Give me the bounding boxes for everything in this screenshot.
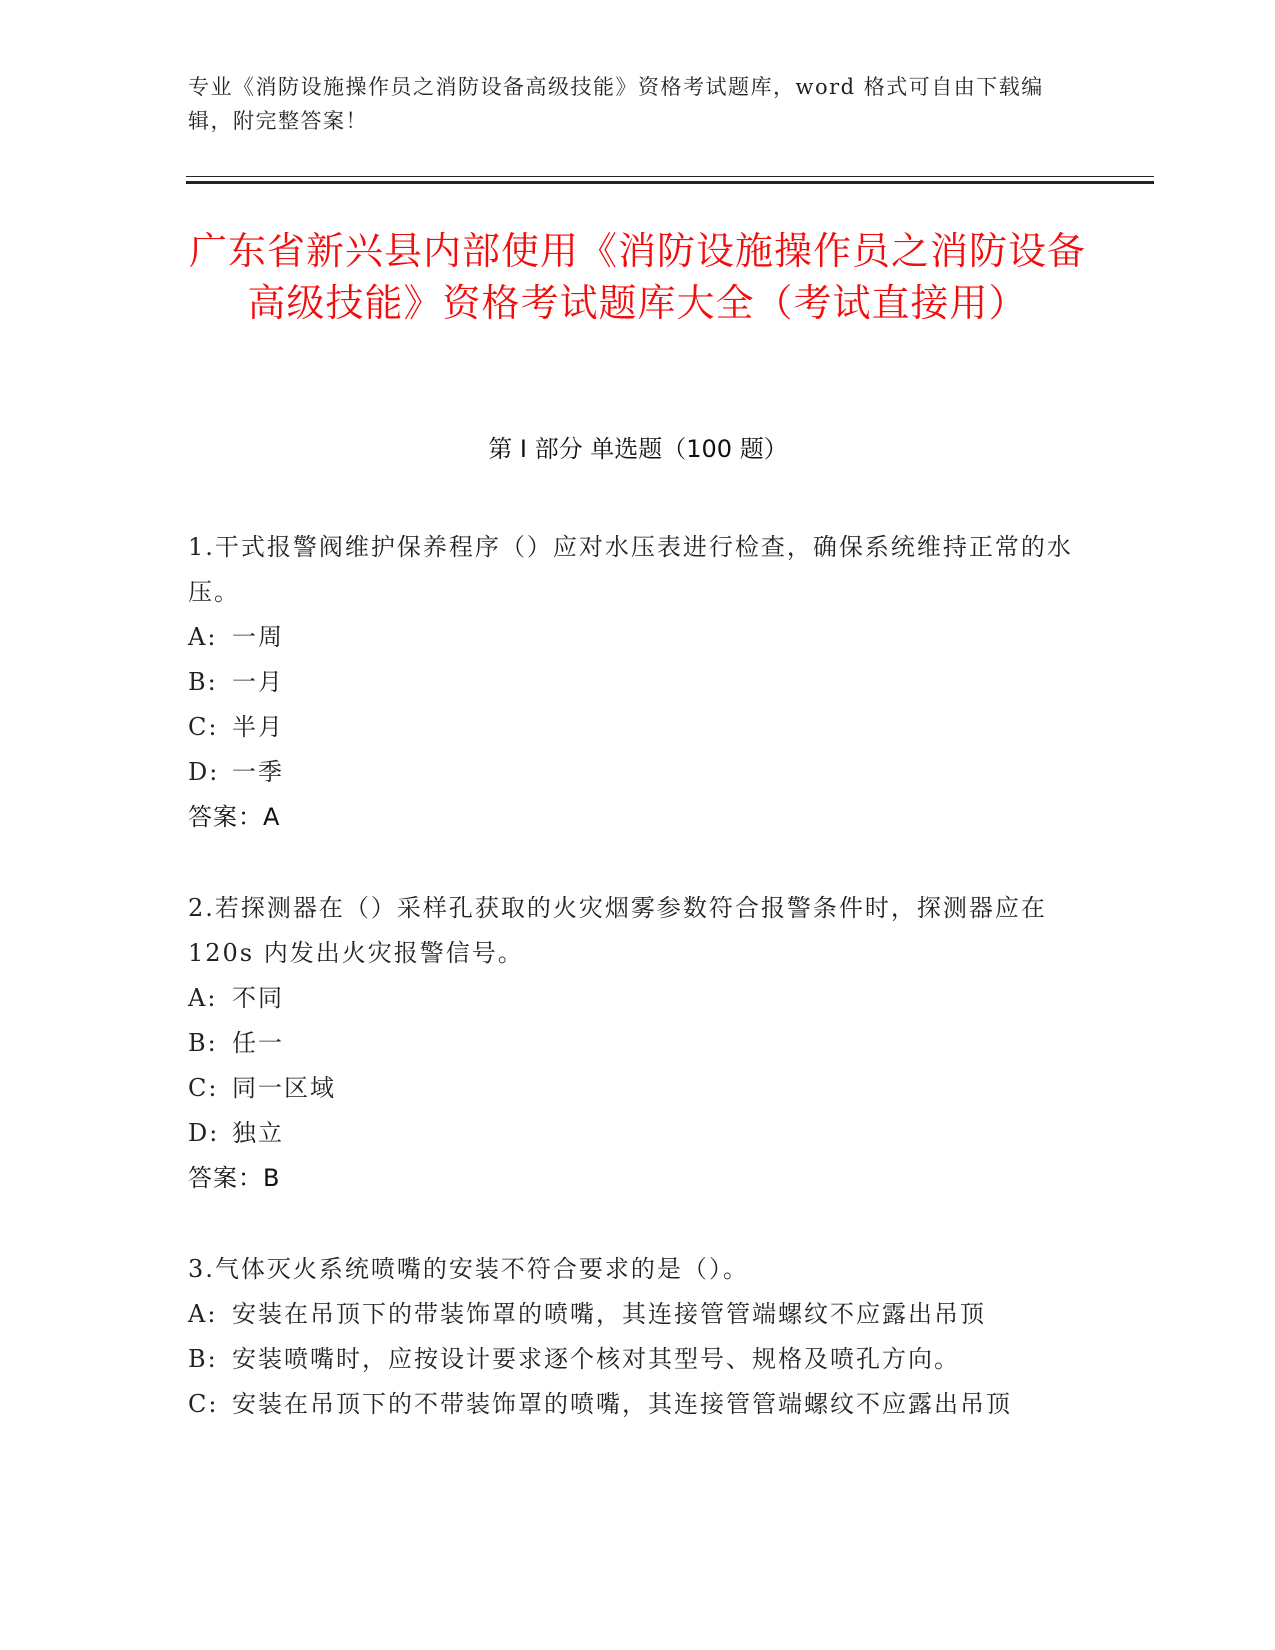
- option-d: [188, 1111, 1078, 1156]
- option-c: [188, 1382, 1078, 1427]
- header-note: 专业《消防设施操作员之消防设备高级技能》资格考试题库，word 格式可自由下载编辑，附完整答案！: [188, 75, 1044, 133]
- question-stem: 3.气体灭火系统喷嘴的安装不符合要求的是（）。: [188, 1255, 749, 1283]
- answer-value: B: [263, 1164, 281, 1192]
- option-a: [188, 976, 1078, 1021]
- option-text: 任一: [232, 1029, 284, 1057]
- question-3: [188, 1247, 1078, 1427]
- answer-label: 答案：: [188, 1164, 263, 1192]
- option-key: A:: [188, 984, 218, 1012]
- option-key: C:: [188, 1390, 219, 1418]
- option-text: 独立: [232, 1119, 284, 1147]
- answer-label: 答案：: [188, 803, 263, 831]
- option-text: 安装喷嘴时，应按设计要求逐个核对其型号、规格及喷孔方向。: [232, 1345, 960, 1373]
- answer-value: A: [263, 803, 281, 831]
- option-text: 不同: [232, 984, 284, 1012]
- question-stem: 1.干式报警阀维护保养程序（）应对水压表进行检查，确保系统维持正常的水压。: [188, 533, 1073, 606]
- option-text: 半月: [232, 713, 284, 741]
- option-key: B:: [188, 668, 218, 696]
- option-a: [188, 1292, 1078, 1337]
- answer-line: [188, 795, 1078, 840]
- option-b: [188, 1021, 1078, 1066]
- option-text: 同一区域: [232, 1074, 336, 1102]
- question-list: [188, 525, 1078, 1473]
- option-key: B:: [188, 1029, 218, 1057]
- option-b: [188, 660, 1078, 705]
- answer-line: [188, 1156, 1078, 1201]
- option-key: A:: [188, 623, 218, 651]
- option-a: [188, 615, 1078, 660]
- header-rule-thin: [186, 176, 1154, 177]
- question-2: [188, 886, 1078, 1201]
- option-c: [188, 705, 1078, 750]
- question-1: [188, 525, 1078, 840]
- option-text: 安装在吊顶下的不带装饰罩的喷嘴，其连接管管端螺纹不应露出吊顶: [232, 1390, 1012, 1418]
- document-title: 广东省新兴县内部使用《消防设施操作员之消防设备高级技能》资格考试题库大全（考试直接用）: [188, 229, 1086, 325]
- option-text: 安装在吊顶下的带装饰罩的喷嘴，其连接管管端螺纹不应露出吊顶: [232, 1300, 986, 1328]
- option-text: 一季: [232, 758, 284, 786]
- option-key: C:: [188, 1074, 219, 1102]
- option-c: [188, 1066, 1078, 1111]
- option-key: B:: [188, 1345, 218, 1373]
- option-text: 一周: [232, 623, 284, 651]
- option-key: A:: [188, 1300, 218, 1328]
- header-rule-thick: [186, 181, 1154, 184]
- option-d: [188, 750, 1078, 795]
- question-stem: 2.若探测器在（）采样孔获取的火灾烟雾参数符合报警条件时，探测器应在 120s 内发出火灾报警信号。: [188, 894, 1047, 967]
- section-title: 第 I 部分 单选题（100 题）: [488, 435, 788, 463]
- option-b: [188, 1337, 1078, 1382]
- option-text: 一月: [232, 668, 284, 696]
- option-key: D:: [188, 758, 220, 786]
- option-key: D:: [188, 1119, 220, 1147]
- option-key: C:: [188, 713, 219, 741]
